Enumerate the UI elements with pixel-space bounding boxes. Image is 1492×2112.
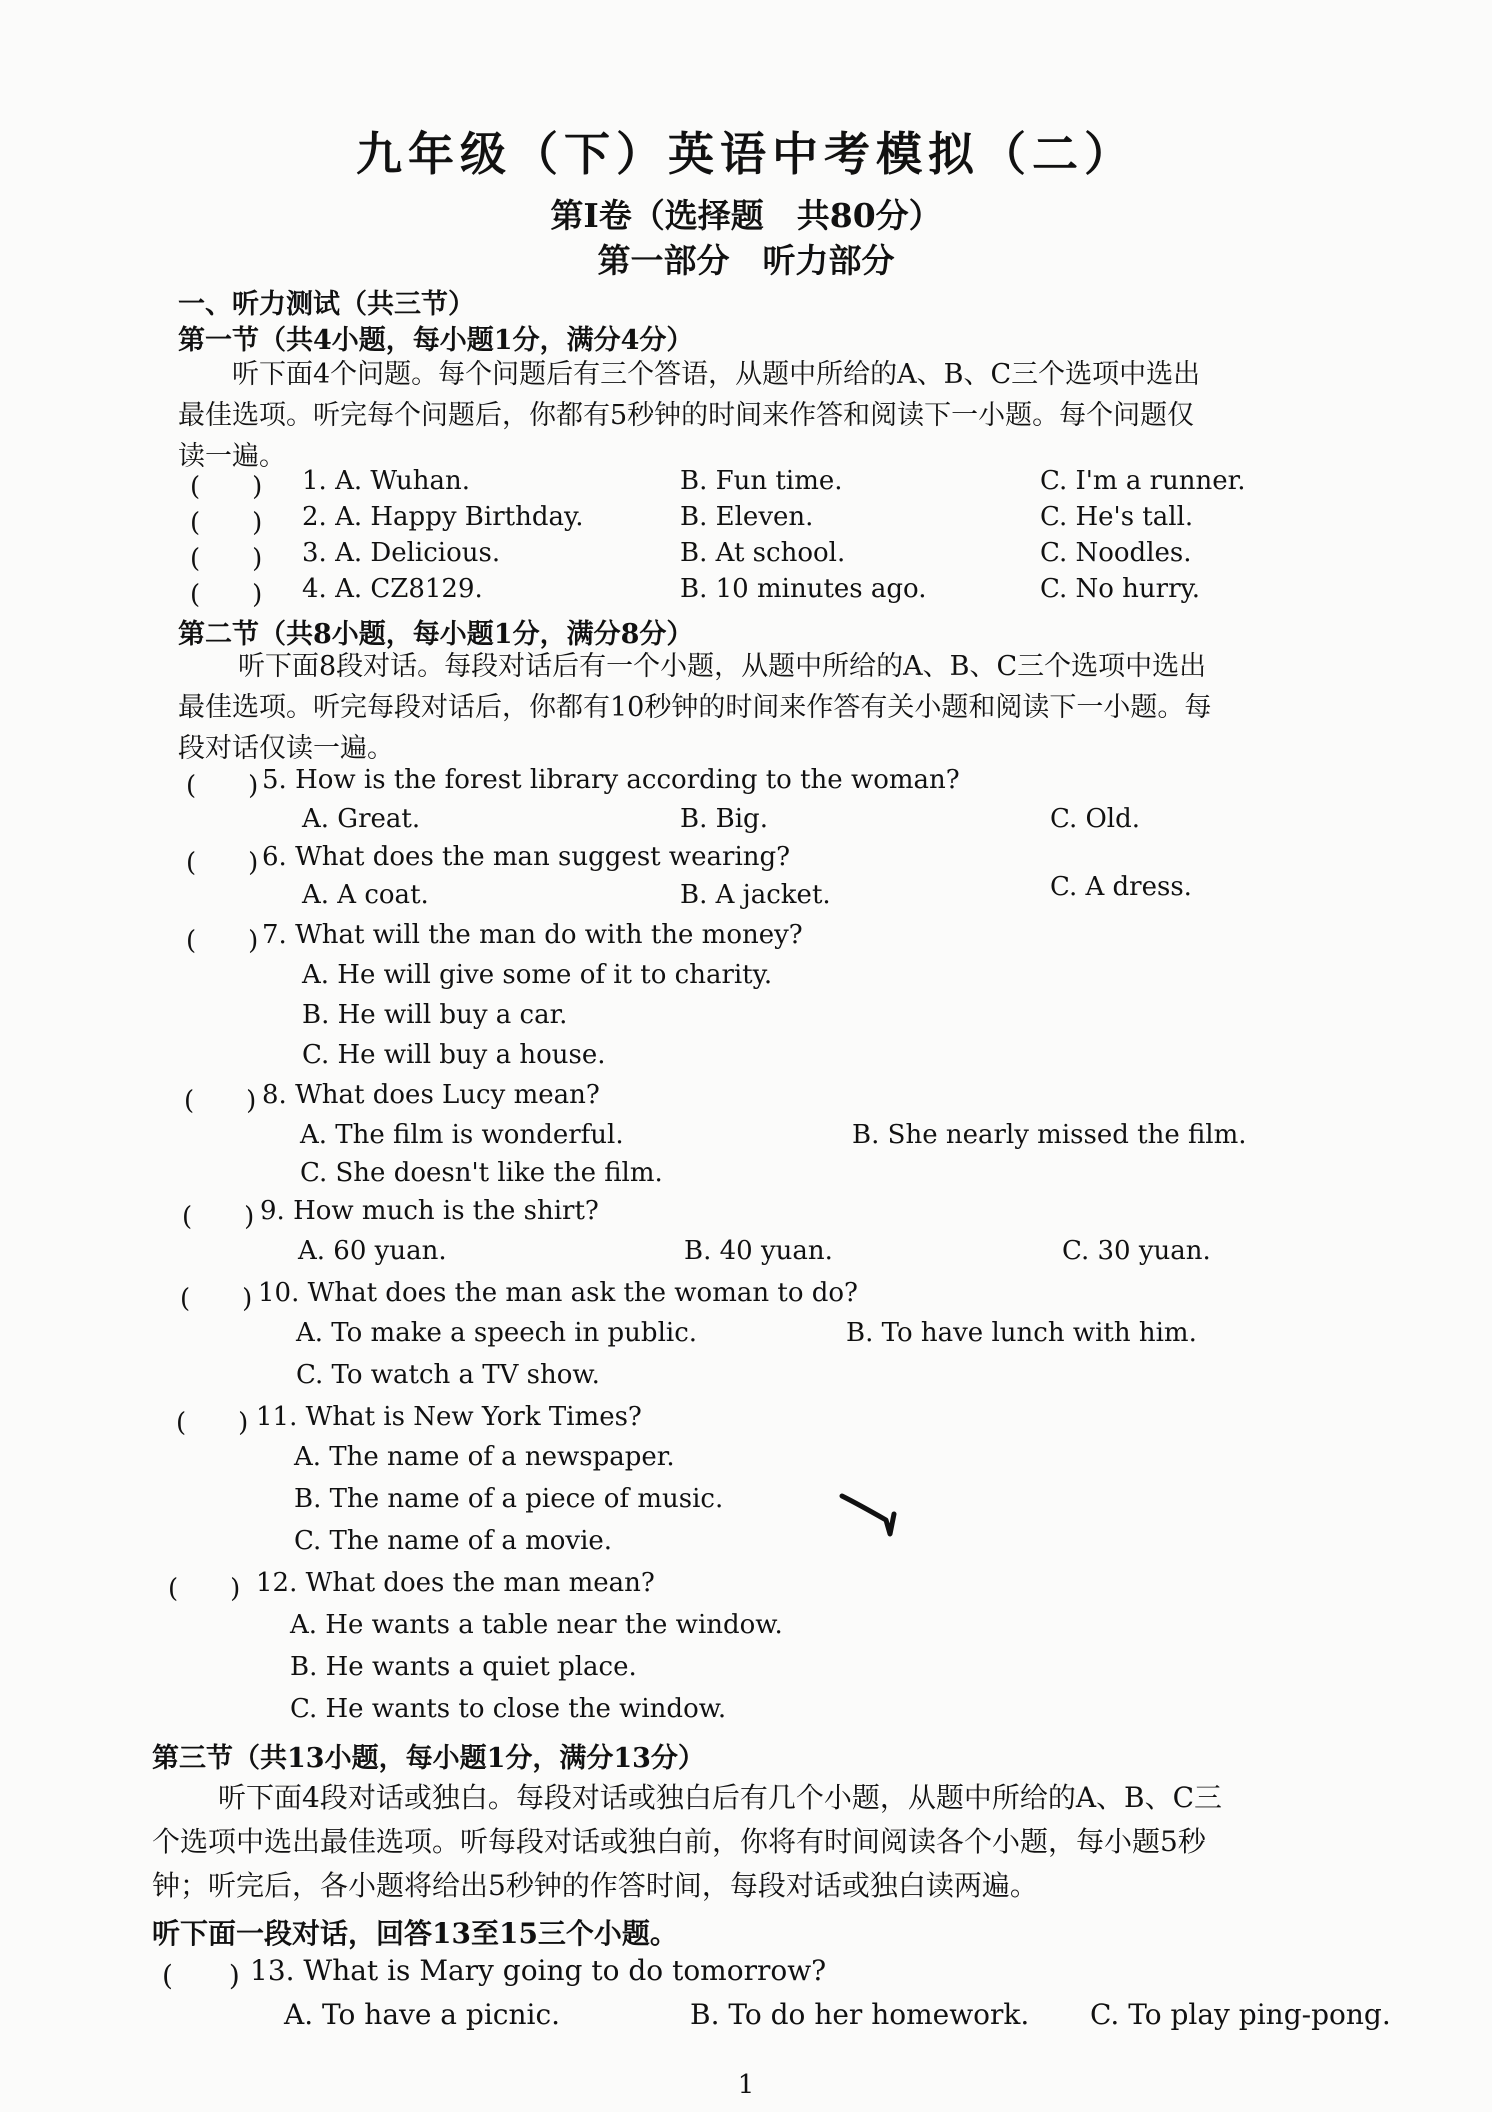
- part-heading: 一、听力测试（共三节）: [178, 289, 475, 320]
- question-7-option-c: C. He will buy a house.: [302, 1040, 606, 1070]
- question-12-stem: 12. What does the man mean?: [256, 1568, 655, 1598]
- question-8-option-c: C. She doesn't like the film.: [300, 1158, 663, 1188]
- answer-bracket[interactable]: ( ): [190, 544, 263, 574]
- pen-mark: [838, 1490, 908, 1540]
- question-13-option-c: C. To play ping-pong.: [1090, 1998, 1391, 2031]
- question-10-option-b: B. To have lunch with him.: [846, 1318, 1197, 1348]
- question-5-option-c: C. Old.: [1050, 804, 1141, 834]
- question-10-option-a: A. To make a speech in public.: [296, 1318, 698, 1348]
- section1-instructions-line: 读一遍。: [178, 441, 286, 472]
- question-9-option-c: C. 30 yuan.: [1062, 1236, 1211, 1266]
- section3-instructions-line: 个选项中选出最佳选项。听每段对话或独白前，你将有时间阅读各个小题，每小题5秒: [152, 1825, 1206, 1858]
- section2-heading: 第二节（共8小题，每小题1分，满分8分）: [178, 619, 694, 650]
- section2-instructions-line: 听下面8段对话。每段对话后有一个小题，从题中所给的A、B、C三个选项中选出: [238, 651, 1207, 682]
- question-2-option-a: 2. A. Happy Birthday.: [302, 502, 584, 532]
- question-9-option-a: A. 60 yuan.: [298, 1236, 447, 1266]
- question-1-option-a: 1. A. Wuhan.: [302, 466, 471, 496]
- question-6-stem: 6. What does the man suggest wearing?: [262, 842, 791, 872]
- answer-bracket[interactable]: ( ): [184, 1086, 257, 1116]
- answer-bracket[interactable]: ( ): [168, 1574, 241, 1604]
- answer-bracket[interactable]: ( ): [186, 848, 259, 878]
- question-11-stem: 11. What is New York Times?: [256, 1402, 642, 1432]
- question-4-option-c: C. No hurry.: [1040, 574, 1201, 604]
- question-9-option-b: B. 40 yuan.: [684, 1236, 833, 1266]
- answer-bracket[interactable]: ( ): [182, 1202, 255, 1232]
- question-4-option-a: 4. A. CZ8129.: [302, 574, 483, 604]
- section3-instructions-line: 听下面4段对话或独白。每段对话或独白后有几个小题，从题中所给的A、B、C三: [218, 1781, 1223, 1814]
- question-1-option-b: B. Fun time.: [680, 466, 843, 496]
- question-10-option-c: C. To watch a TV show.: [296, 1360, 600, 1390]
- question-5-option-b: B. Big.: [680, 804, 768, 834]
- answer-bracket[interactable]: ( ): [190, 508, 263, 538]
- section2-instructions: [178, 646, 1211, 769]
- question-8-option-b: B. She nearly missed the film.: [852, 1120, 1247, 1150]
- question-13-stem: 13. What is Mary going to do tomorrow?: [250, 1954, 827, 1987]
- question-5-stem: 5. How is the forest library according to the woman?: [262, 765, 960, 795]
- section-part-heading: 第一部分 听力部分: [597, 241, 895, 280]
- section2-instructions-line: 段对话仅读一遍。: [178, 733, 394, 764]
- section1-instructions: [178, 354, 1200, 477]
- answer-bracket[interactable]: ( ): [186, 771, 259, 801]
- question-13-option-a: A. To have a picnic.: [284, 1998, 561, 2031]
- question-11-option-b: B. The name of a piece of music.: [294, 1484, 724, 1514]
- question-8-option-a: A. The film is wonderful.: [300, 1120, 624, 1150]
- section3-instructions: [152, 1776, 1222, 1908]
- dialogue-heading: 听下面一段对话，回答13至15三个小题。: [152, 1917, 678, 1950]
- question-2-option-c: C. He's tall.: [1040, 502, 1194, 532]
- answer-bracket[interactable]: ( ): [190, 580, 263, 610]
- question-1-option-c: C. I'm a runner.: [1040, 466, 1246, 496]
- answer-bracket[interactable]: ( ): [186, 926, 259, 956]
- answer-bracket[interactable]: ( ): [180, 1284, 253, 1314]
- section1-instructions-line: 最佳选项。听完每个问题后，你都有5秒钟的时间来作答和阅读下一小题。每个问题仅: [178, 400, 1195, 431]
- section1-instructions-line: 听下面4个问题。每个问题后有三个答语，从题中所给的A、B、C三个选项中选出: [232, 359, 1201, 390]
- section3-instructions-line: 钟；听完后，各小题将给出5秒钟的作答时间，每段对话或独白读两遍。: [152, 1869, 1038, 1902]
- question-11-option-a: A. The name of a newspaper.: [294, 1442, 675, 1472]
- page-number: 1: [737, 2070, 755, 2100]
- question-12-option-a: A. He wants a table near the window.: [290, 1610, 783, 1640]
- question-9-stem: 9. How much is the shirt?: [260, 1196, 599, 1226]
- question-7-option-a: A. He will give some of it to charity.: [302, 960, 773, 990]
- question-6-option-a: A. A coat.: [302, 880, 429, 910]
- section2-instructions-line: 最佳选项。听完每段对话后，你都有10秒钟的时间来作答有关小题和阅读下一小题。每: [178, 692, 1212, 723]
- answer-bracket[interactable]: ( ): [162, 1959, 240, 1992]
- question-8-stem: 8. What does Lucy mean?: [262, 1080, 600, 1110]
- answer-bracket[interactable]: ( ): [176, 1408, 249, 1438]
- question-2-option-b: B. Eleven.: [680, 502, 814, 532]
- question-12-option-b: B. He wants a quiet place.: [290, 1652, 637, 1682]
- question-10-stem: 10. What does the man ask the woman to do?: [258, 1278, 858, 1308]
- question-7-option-b: B. He will buy a car.: [302, 1000, 568, 1030]
- question-6-option-c: C. A dress.: [1050, 872, 1192, 902]
- question-12-option-c: C. He wants to close the window.: [290, 1694, 727, 1724]
- section3-heading: 第三节（共13小题，每小题1分，满分13分）: [152, 1743, 705, 1774]
- question-3-option-b: B. At school.: [680, 538, 846, 568]
- question-5-option-a: A. Great.: [302, 804, 421, 834]
- section1-heading: 第一节（共4小题，每小题1分，满分4分）: [178, 325, 694, 356]
- question-11-option-c: C. The name of a movie.: [294, 1526, 613, 1556]
- paper-part-heading: 第Ⅰ卷（选择题 共80分）: [550, 196, 942, 235]
- question-13-option-b: B. To do her homework.: [690, 1998, 1030, 2031]
- question-7-stem: 7. What will the man do with the money?: [262, 920, 803, 950]
- question-3-option-a: 3. A. Delicious.: [302, 538, 501, 568]
- question-3-option-c: C. Noodles.: [1040, 538, 1192, 568]
- question-4-option-b: B. 10 minutes ago.: [680, 574, 927, 604]
- page-title: 九年级（下）英语中考模拟（二）: [356, 127, 1136, 181]
- answer-bracket[interactable]: ( ): [190, 472, 263, 502]
- question-6-option-b: B. A jacket.: [680, 880, 831, 910]
